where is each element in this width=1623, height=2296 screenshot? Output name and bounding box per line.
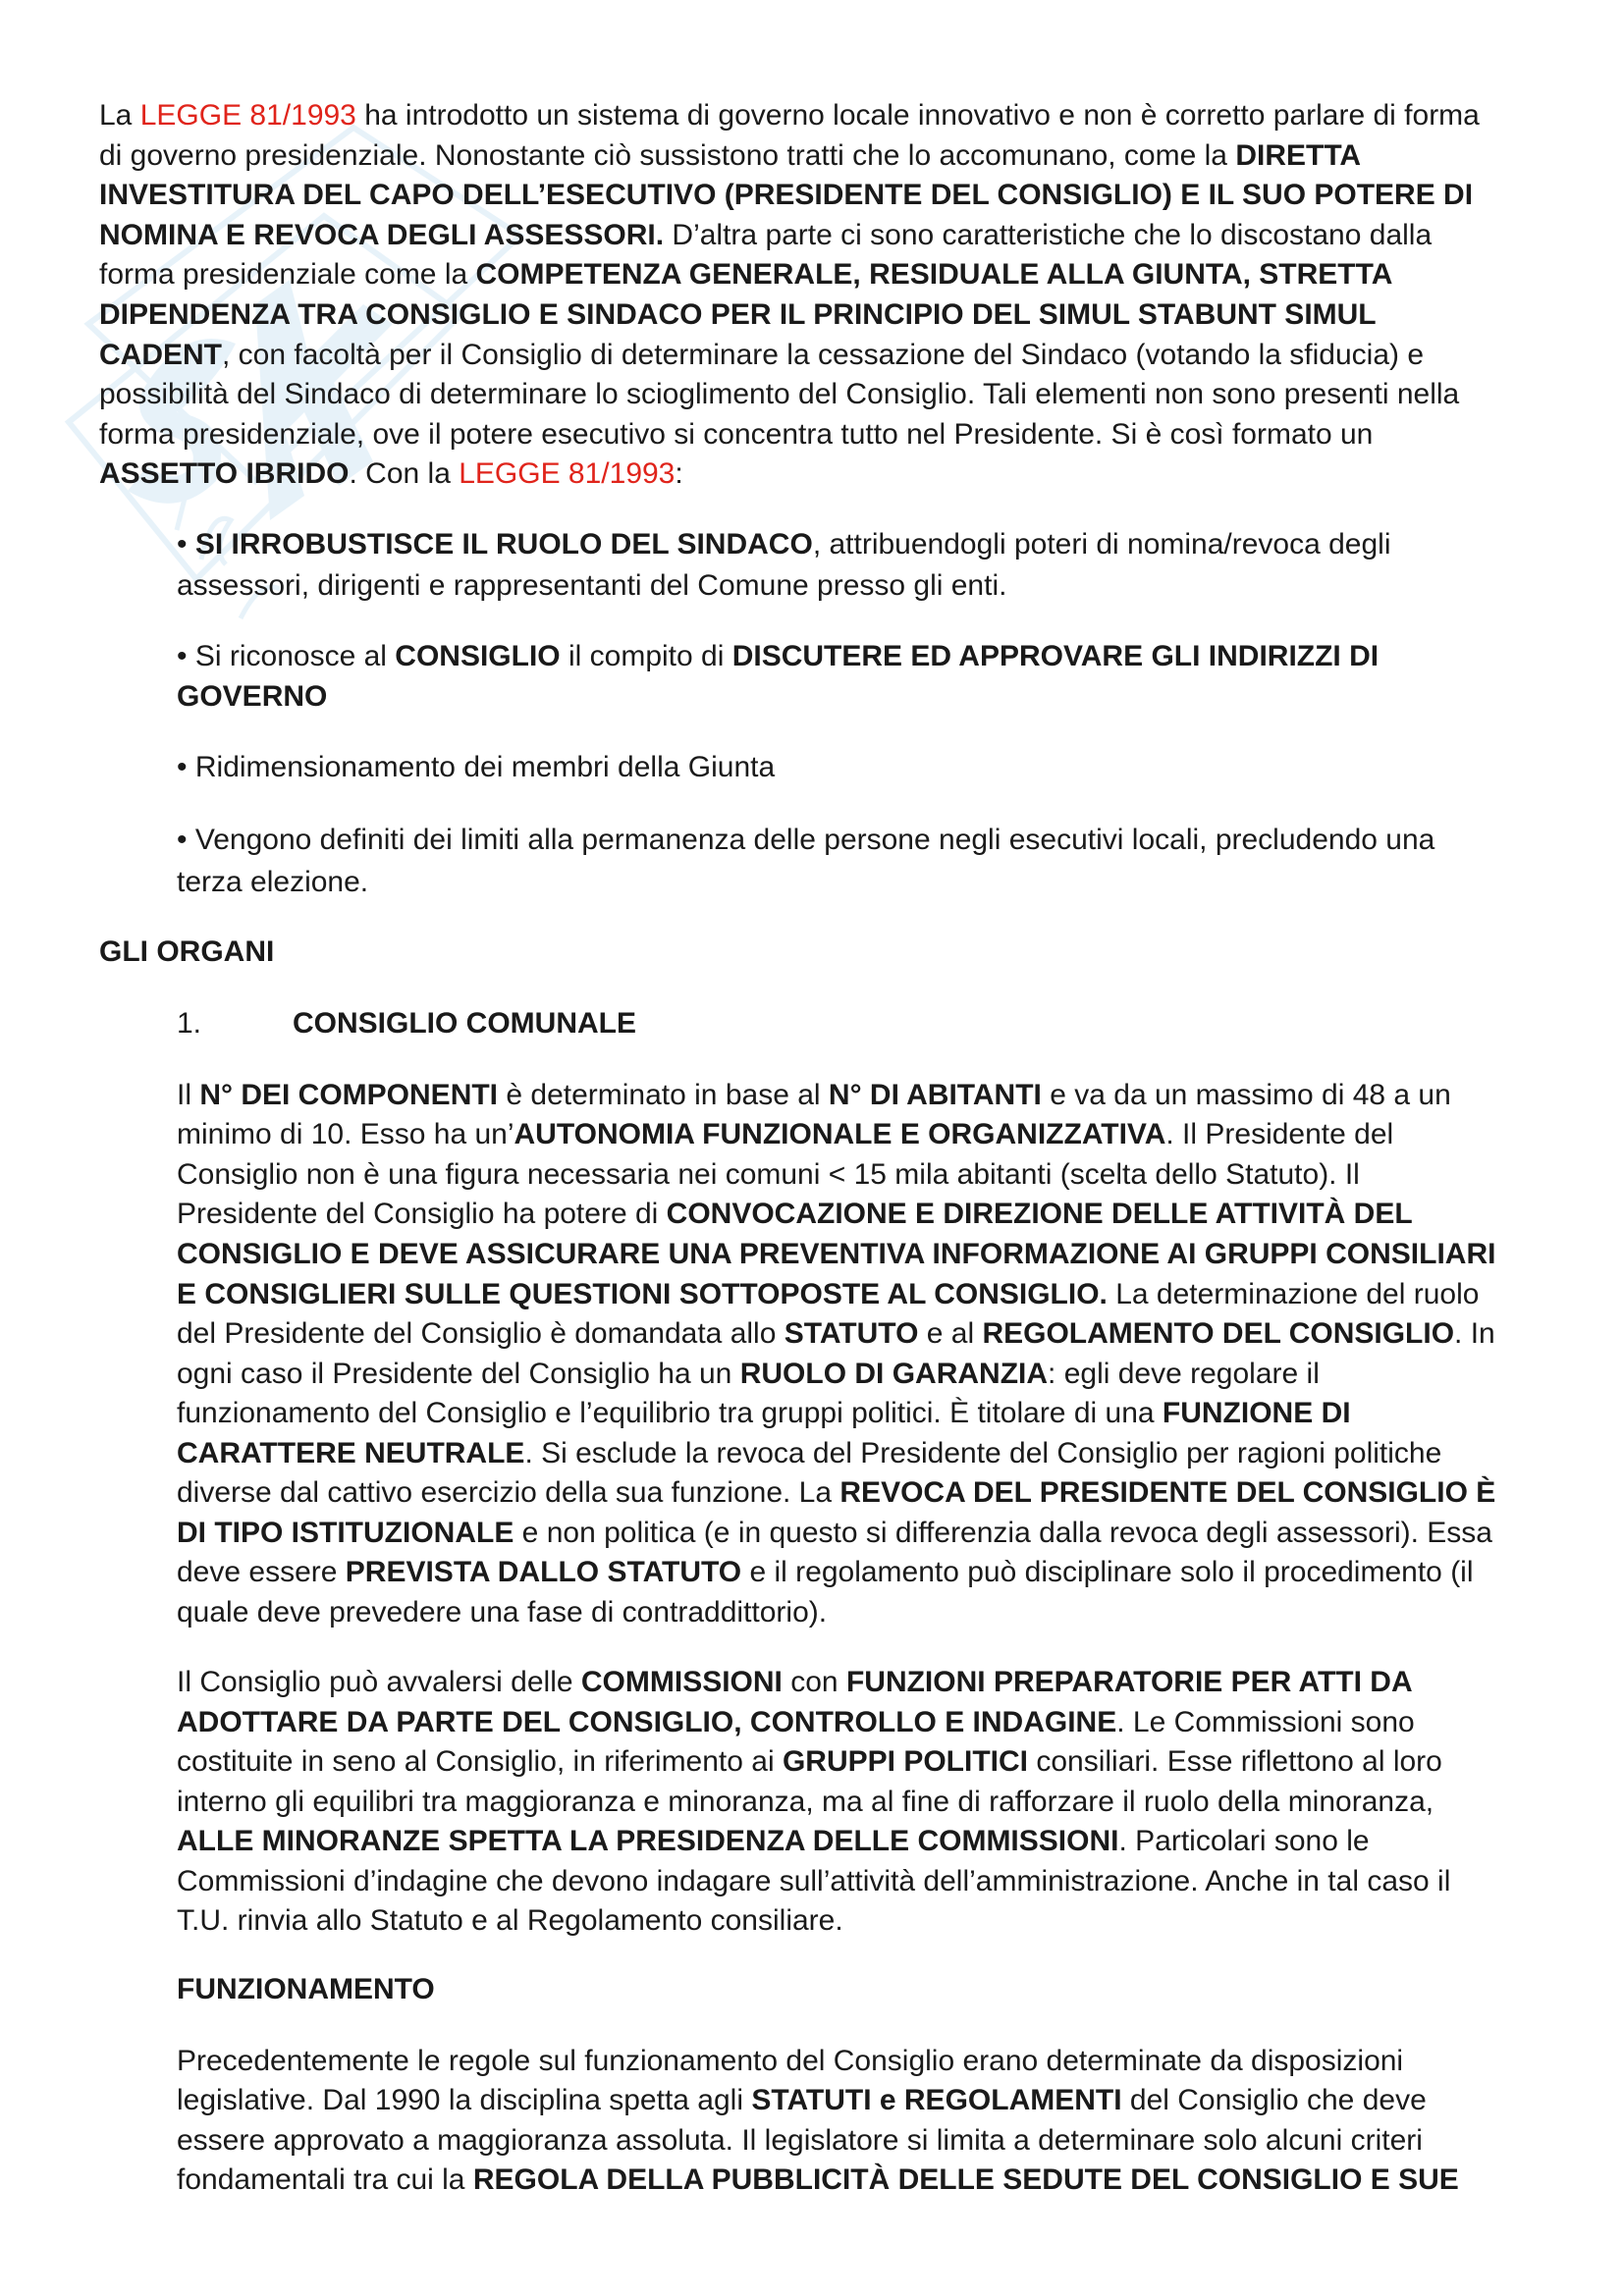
intro-line: La LEGGE 81/1993 ha introdotto un sistema di governo locale innovativo e non è corretto parlare di forma: [99, 99, 1480, 132]
heading-number: 1.: [177, 1007, 202, 1040]
intro-line: forma presidenziale, ove il potere esecutivo si concentra tutto nel Presidente. Si è così formato un: [99, 418, 1374, 451]
intro-line: NOMINA E REVOCA DEGLI ASSESSORI. D’altra parte ci sono caratteristiche che lo discostano dalla: [99, 219, 1433, 251]
body-line: Consiglio non è una figura necessaria nei comuni < 15 mila abitanti (scelta dello Statuto). Il: [177, 1158, 1360, 1191]
body-line: Presidente del Consiglio ha potere di CONVOCAZIONE E DIREZIONE DELLE ATTIVITÀ DEL: [177, 1198, 1413, 1230]
law-reference: LEGGE 81/1993: [459, 457, 676, 490]
body-line: Il Consiglio può avvalersi delle COMMISSIONI con FUNZIONI PREPARATORIE PER ATTI DA: [177, 1666, 1413, 1698]
body-line: legislative. Dal 1990 la disciplina spetta agli STATUTI e REGOLAMENTI del Consiglio che deve: [177, 2084, 1427, 2116]
bullet-icon: •: [177, 824, 188, 856]
subsection-heading: CONSIGLIO COMUNALE: [293, 1007, 636, 1040]
intro-line: forma presidenziale come la COMPETENZA GENERALE, RESIDUALE ALLA GIUNTA, STRETTA: [99, 258, 1393, 291]
bullet-icon: •: [177, 640, 188, 672]
body-line: fondamentali tra cui la REGOLA DELLA PUBBLICITÀ DELLE SEDUTE DEL CONSIGLIO E SUE: [177, 2163, 1459, 2196]
bullet-item: • Ridimensionamento dei membri della Giunta: [177, 751, 776, 783]
body-line: ADOTTARE DA PARTE DEL CONSIGLIO, CONTROLLO E INDAGINE. Le Commissioni sono: [177, 1706, 1415, 1738]
body-line: Precedentemente le regole sul funzionamento del Consiglio erano determinate da disposizioni: [177, 2045, 1404, 2077]
bullet-item: • SI IRROBUSTISCE IL RUOLO DEL SINDACO, attribuendogli poteri di nomina/revoca degli: [177, 528, 1391, 561]
intro-line: di governo presidenziale. Nonostante ciò sussistono tratti che lo accomunano, come la DIRETTA: [99, 139, 1362, 172]
intro-line: INVESTITURA DEL CAPO DELL’ESECUTIVO (PRESIDENTE DEL CONSIGLIO) E IL SUO POTERE DI: [99, 179, 1474, 211]
body-line: Il N° DEI COMPONENTI è determinato in base al N° DI ABITANTI e va da un massimo di 48 a un: [177, 1079, 1451, 1111]
body-line: deve essere PREVISTA DALLO STATUTO e il regolamento può disciplinare solo il procedimento (il: [177, 1556, 1474, 1588]
intro-line: possibilità del Sindaco di determinare lo scioglimento del Consiglio. Tali elementi non sono presenti nella: [99, 378, 1460, 410]
bullet-icon: •: [177, 528, 188, 561]
body-line: CARATTERE NEUTRALE. Si esclude la revoca del Presidente del Consiglio per ragioni politiche: [177, 1437, 1442, 1469]
numbered-heading: [177, 1004, 201, 1044]
body-line: del Presidente del Consiglio è domandata allo STATUTO e al REGOLAMENTO DEL CONSIGLIO. In: [177, 1317, 1495, 1350]
body-line: diverse dal cattivo esercizio della sua funzione. La REVOCA DEL PRESIDENTE DEL CONSIGLIO È: [177, 1476, 1496, 1509]
body-line: interno gli equilibri tra maggioranza e minoranza, ma al fine di rafforzare il ruolo della minoranza,: [177, 1786, 1434, 1818]
body-line: costituite in seno al Consiglio, in riferimento ai GRUPPI POLITICI consiliari. Esse riflettono al loro: [177, 1745, 1442, 1778]
body-line: CONSIGLIO E DEVE ASSICURARE UNA PREVENTIVA INFORMAZIONE AI GRUPPI CONSILIARI: [177, 1238, 1496, 1270]
bullet-item-continued: GOVERNO: [177, 680, 328, 713]
intro-line: CADENT, con facoltà per il Consiglio di determinare la cessazione del Sindaco (votando la sfiducia) e: [99, 339, 1425, 371]
body-line: ALLE MINORANZE SPETTA LA PRESIDENZA DELLE COMMISSIONI. Particolari sono le: [177, 1825, 1370, 1857]
bullet-item-continued: terza elezione.: [177, 866, 369, 898]
intro-line: ASSETTO IBRIDO. Con la LEGGE 81/1993:: [99, 457, 683, 490]
body-line: E CONSIGLIERI SULLE QUESTIONI SOTTOPOSTE AL CONSIGLIO. La determinazione del ruolo: [177, 1278, 1480, 1310]
body-line: ogni caso il Presidente del Consiglio ha un RUOLO DI GARANZIA: egli deve regolare il: [177, 1358, 1320, 1390]
body-line: T.U. rinvia allo Statuto e al Regolamento consiliare.: [177, 1904, 843, 1937]
bullet-item: • Si riconosce al CONSIGLIO il compito di DISCUTERE ED APPROVARE GLI INDIRIZZI DI: [177, 640, 1380, 672]
intro-line: DIPENDENZA TRA CONSIGLIO E SINDACO PER IL PRINCIPIO DEL SIMUL STABUNT SIMUL: [99, 298, 1377, 331]
bullet-item-continued: assessori, dirigenti e rappresentanti del Comune presso gli enti.: [177, 569, 1007, 602]
body-line: DI TIPO ISTITUZIONALE e non politica (e in questo si differenzia dalla revoca degli assessori). Essa: [177, 1517, 1492, 1549]
body-line: funzionamento del Consiglio e l’equilibrio tra gruppi politici. È titolare di una FUNZIONE DI: [177, 1397, 1351, 1429]
body-line: quale deve prevedere una fase di contraddittorio).: [177, 1596, 828, 1629]
body-line: minimo di 10. Esso ha un’AUTONOMIA FUNZIONALE E ORGANIZZATIVA. Il Presidente del: [177, 1118, 1394, 1150]
bullet-icon: •: [177, 751, 188, 783]
section-heading: GLI ORGANI: [99, 935, 275, 968]
law-reference: LEGGE 81/1993: [139, 99, 356, 132]
body-line: essere approvato a maggioranza assoluta. Il legislatore si limita a determinare solo alcuni criteri: [177, 2124, 1423, 2157]
body-line: Commissioni d’indagine che devono indagare sull’attività dell’amministrazione. Anche in tal caso il: [177, 1865, 1451, 1897]
subsection-heading: FUNZIONAMENTO: [177, 1973, 435, 2005]
bullet-item: • Vengono definiti dei limiti alla permanenza delle persone negli esecutivi locali, precludendo una: [177, 824, 1435, 856]
